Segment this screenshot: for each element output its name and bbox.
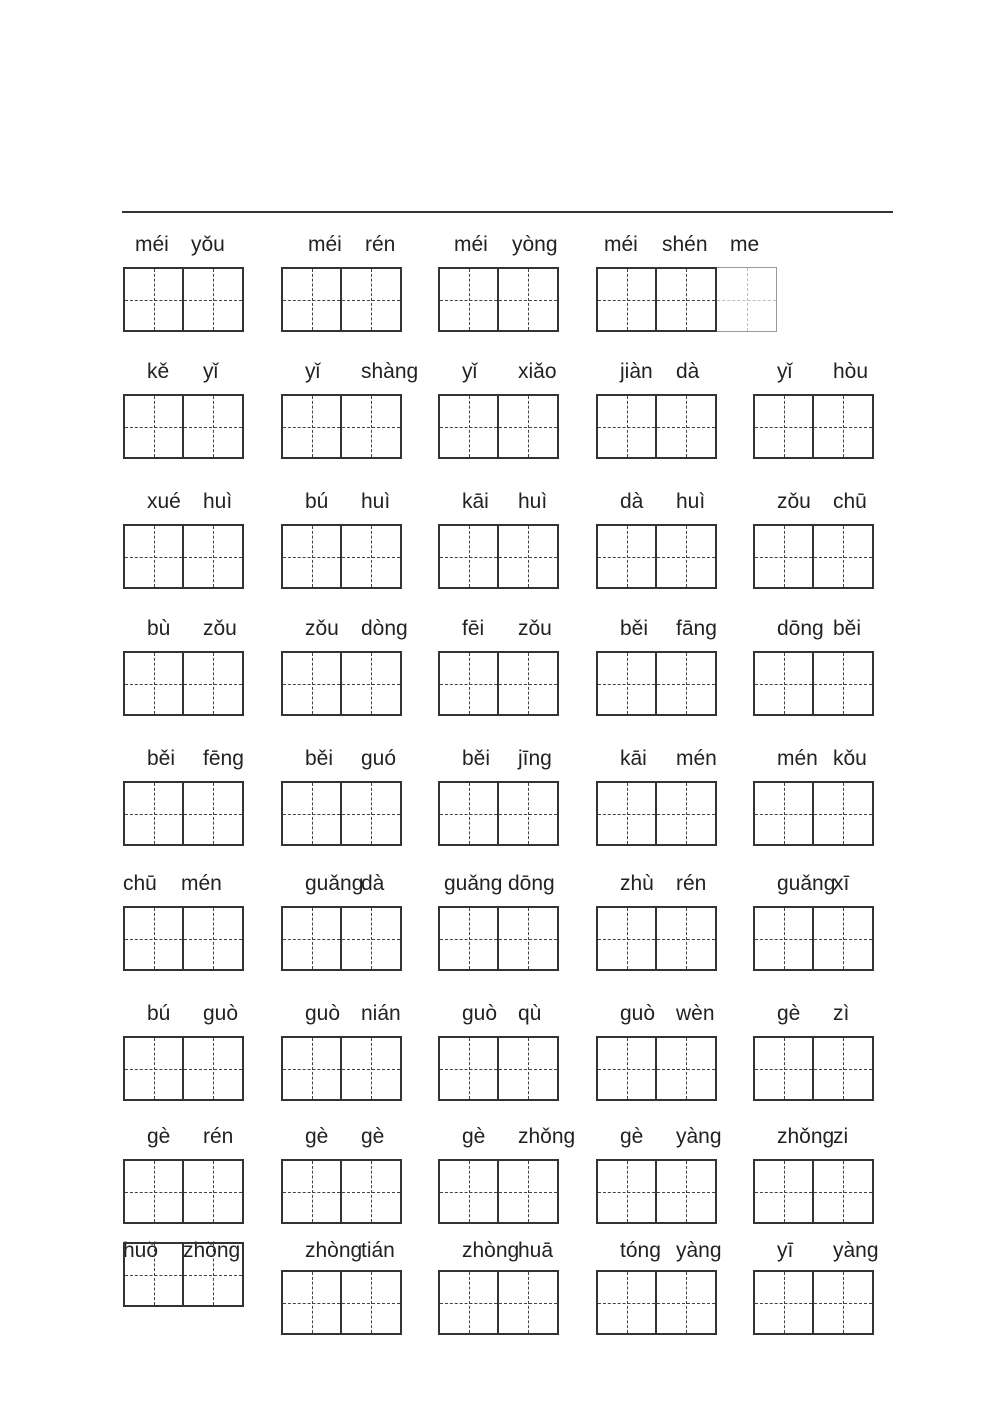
tianzige-box[interactable] [753,906,814,971]
tianzige-box[interactable] [814,524,874,589]
pinyin-syllable: zhǒng [777,1125,835,1148]
tianzige-box[interactable] [281,651,342,716]
pinyin-syllable: xī [833,872,850,895]
tianzige-box[interactable] [184,1159,244,1224]
pinyin-syllable: méi [135,233,169,256]
pinyin-syllable: jiàn [620,360,653,383]
character-boxes [281,1036,402,1101]
pinyin-syllable: zi [833,1125,849,1148]
character-boxes [281,906,402,971]
pinyin-syllable: dà [676,360,700,383]
character-boxes [281,267,402,332]
pinyin-syllable: gè [620,1125,644,1148]
pinyin-syllable: xiǎo [518,360,557,383]
character-boxes [596,781,717,846]
character-boxes [281,1159,402,1224]
pinyin-syllable: dòng [361,617,408,640]
tianzige-box[interactable] [438,524,499,589]
pinyin-syllable: méi [454,233,488,256]
tianzige-box[interactable] [184,394,244,459]
pinyin-syllable: kě [147,360,170,383]
tianzige-box[interactable] [499,1159,559,1224]
tianzige-box[interactable] [281,1036,342,1101]
character-boxes [753,1159,874,1224]
pinyin-syllable: guó [361,747,397,770]
tianzige-box[interactable] [596,267,657,332]
tianzige-box[interactable] [438,1159,499,1224]
pinyin-syllable: gè [462,1125,486,1148]
pinyin-syllable: zhǒng [518,1125,576,1148]
pinyin-syllable: tián [361,1239,395,1262]
pinyin-syllable: běi [620,617,649,640]
tianzige-box[interactable] [657,1036,717,1101]
pinyin-syllable: zhù [620,872,654,895]
pinyin-syllable: jīng [518,747,552,770]
tianzige-box[interactable] [717,267,777,332]
pinyin-syllable: běi [305,747,334,770]
tianzige-box[interactable] [814,651,874,716]
pinyin-syllable: fēng [203,747,244,770]
tianzige-box[interactable] [184,1036,244,1101]
pinyin-syllable: guò [620,1002,656,1025]
pinyin-syllable: huā [518,1239,554,1262]
tianzige-box[interactable] [184,524,244,589]
pinyin-syllable: yī [777,1239,794,1262]
character-boxes [123,651,244,716]
pinyin-syllable: me [730,233,760,256]
tianzige-box[interactable] [499,394,559,459]
tianzige-box[interactable] [499,267,559,332]
tianzige-box[interactable] [281,267,342,332]
tianzige-box[interactable] [438,651,499,716]
character-boxes [596,267,777,332]
pinyin-syllable: qù [518,1002,542,1025]
pinyin-syllable: chū [123,872,157,895]
tianzige-box[interactable] [342,1036,402,1101]
pinyin-syllable: gè [305,1125,329,1148]
character-boxes [596,524,717,589]
pinyin-syllable: dōng [777,617,824,640]
character-boxes [438,1270,559,1335]
pinyin-syllable: mén [676,747,717,770]
tianzige-box[interactable] [596,394,657,459]
character-boxes [596,906,717,971]
pinyin-syllable: yǐ [462,360,478,383]
pinyin-syllable: huì [203,490,233,513]
tianzige-box[interactable] [281,524,342,589]
tianzige-box[interactable] [438,394,499,459]
pinyin-syllable: rén [676,872,707,895]
pinyin-syllable: yòng [512,233,558,256]
tianzige-box[interactable] [438,1036,499,1101]
tianzige-box[interactable] [123,1036,184,1101]
tianzige-box[interactable] [123,781,184,846]
pinyin-syllable: bú [305,490,329,513]
pinyin-syllable: huì [361,490,391,513]
character-boxes [438,1159,559,1224]
character-boxes [123,394,244,459]
tianzige-box[interactable] [184,906,244,971]
pinyin-syllable: nián [361,1002,401,1025]
pinyin-syllable: guǎng [777,872,836,895]
tianzige-box[interactable] [438,1270,499,1335]
character-boxes [123,524,244,589]
pinyin-syllable: gè [361,1125,385,1148]
character-boxes [123,1242,244,1307]
character-boxes [281,1270,402,1335]
character-boxes [438,394,559,459]
pinyin-syllable: fāng [676,617,717,640]
pinyin-syllable: xué [147,490,181,513]
tianzige-box[interactable] [281,1270,342,1335]
pinyin-syllable: yǒu [191,233,225,256]
pinyin-syllable: gè [147,1125,171,1148]
character-boxes [753,394,874,459]
tianzige-box[interactable] [596,906,657,971]
tianzige-box[interactable] [281,1159,342,1224]
tianzige-box[interactable] [342,267,402,332]
tianzige-box[interactable] [123,651,184,716]
tianzige-box[interactable] [814,906,874,971]
pinyin-syllable: fēi [462,617,485,640]
character-boxes [753,651,874,716]
pinyin-syllable: rén [365,233,396,256]
tianzige-box[interactable] [499,1270,559,1335]
tianzige-box[interactable] [753,651,814,716]
pinyin-syllable: běi [833,617,862,640]
pinyin-syllable: yàng [676,1239,722,1262]
tianzige-box[interactable] [342,781,402,846]
tianzige-box[interactable] [499,651,559,716]
character-boxes [281,651,402,716]
character-boxes [281,394,402,459]
pinyin-syllable: huì [518,490,548,513]
tianzige-box[interactable] [499,524,559,589]
pinyin-syllable: kāi [620,747,647,770]
pinyin-syllable: bú [147,1002,171,1025]
pinyin-syllable: guò [462,1002,498,1025]
tianzige-box[interactable] [342,906,402,971]
tianzige-box[interactable] [123,1159,184,1224]
pinyin-syllable: bù [147,617,171,640]
pinyin-syllable: běi [147,747,176,770]
tianzige-box[interactable] [184,781,244,846]
pinyin-syllable: zhòng [462,1239,520,1262]
pinyin-syllable: zǒu [777,490,811,513]
tianzige-box[interactable] [657,1159,717,1224]
tianzige-box[interactable] [753,1036,814,1101]
pinyin-syllable: kāi [462,490,489,513]
pinyin-syllable: huì [676,490,706,513]
tianzige-box[interactable] [657,394,717,459]
pinyin-syllable: zǒu [305,617,339,640]
pinyin-syllable: gè [777,1002,801,1025]
tianzige-box[interactable] [342,1270,402,1335]
tianzige-box[interactable] [184,651,244,716]
tianzige-box[interactable] [123,267,184,332]
pinyin-syllable: yàng [833,1239,879,1262]
pinyin-syllable: dà [620,490,644,513]
character-boxes [438,781,559,846]
pinyin-syllable: rén [203,1125,234,1148]
pinyin-syllable: kǒu [833,747,867,770]
pinyin-syllable: shàng [361,360,419,383]
pinyin-syllable: dōng [508,872,555,895]
tianzige-box[interactable] [753,781,814,846]
character-boxes [438,651,559,716]
character-boxes [596,1159,717,1224]
tianzige-box[interactable] [123,394,184,459]
pinyin-syllable: méi [308,233,342,256]
character-boxes [281,524,402,589]
tianzige-box[interactable] [657,906,717,971]
tianzige-box[interactable] [753,524,814,589]
character-boxes [753,1270,874,1335]
tianzige-box[interactable] [657,651,717,716]
character-boxes [596,1270,717,1335]
tianzige-box[interactable] [281,781,342,846]
character-boxes [753,781,874,846]
tianzige-box[interactable] [438,781,499,846]
tianzige-box[interactable] [753,1159,814,1224]
tianzige-box[interactable] [342,524,402,589]
character-boxes [438,267,559,332]
pinyin-syllable: mén [777,747,818,770]
pinyin-syllable: guò [203,1002,239,1025]
tianzige-box[interactable] [499,1036,559,1101]
pinyin-syllable: guǎng [444,872,503,895]
character-boxes [438,524,559,589]
pinyin-syllable: chū [833,490,867,513]
character-boxes [123,781,244,846]
character-boxes [753,524,874,589]
tianzige-box[interactable] [438,906,499,971]
tianzige-box[interactable] [438,267,499,332]
tianzige-box[interactable] [596,651,657,716]
character-boxes [596,1036,717,1101]
tianzige-box[interactable] [596,1270,657,1335]
tianzige-box[interactable] [342,651,402,716]
tianzige-box[interactable] [753,394,814,459]
character-boxes [123,1159,244,1224]
pinyin-syllable: guǎng [305,872,364,895]
tianzige-box[interactable] [184,1242,244,1307]
pinyin-syllable: mén [181,872,222,895]
pinyin-syllable: dà [361,872,385,895]
tianzige-box[interactable] [499,906,559,971]
character-boxes [753,906,874,971]
character-boxes [123,906,244,971]
tianzige-box[interactable] [281,394,342,459]
tianzige-box[interactable] [657,267,717,332]
pinyin-syllable: zǒu [518,617,552,640]
tianzige-box[interactable] [123,1242,184,1307]
tianzige-box[interactable] [123,524,184,589]
pinyin-syllable: méi [604,233,638,256]
tianzige-box[interactable] [342,1159,402,1224]
pinyin-syllable: tóng [620,1239,661,1262]
pinyin-syllable: hòu [833,360,869,383]
character-boxes [123,1036,244,1101]
tianzige-box[interactable] [814,781,874,846]
pinyin-syllable: yàng [676,1125,722,1148]
tianzige-box[interactable] [184,267,244,332]
pinyin-syllable: guò [305,1002,341,1025]
character-boxes [123,267,244,332]
pinyin-syllable: zhǒng [183,1239,241,1262]
character-boxes [753,1036,874,1101]
pinyin-syllable: yǐ [305,360,321,383]
tianzige-box[interactable] [657,1270,717,1335]
pinyin-syllable: huǒ [123,1239,159,1262]
pinyin-syllable: běi [462,747,491,770]
pinyin-syllable: wèn [676,1002,715,1025]
tianzige-box[interactable] [596,1036,657,1101]
tianzige-box[interactable] [342,394,402,459]
tianzige-box[interactable] [814,1270,874,1335]
tianzige-box[interactable] [596,1159,657,1224]
tianzige-box[interactable] [753,1270,814,1335]
tianzige-box[interactable] [596,524,657,589]
character-boxes [596,651,717,716]
tianzige-box[interactable] [657,781,717,846]
pinyin-syllable: zǒu [203,617,237,640]
pinyin-syllable: yǐ [777,360,793,383]
character-boxes [438,906,559,971]
tianzige-box[interactable] [657,524,717,589]
pinyin-syllable: shén [662,233,708,256]
pinyin-syllable: yǐ [203,360,219,383]
character-boxes [438,1036,559,1101]
pinyin-syllable: zì [833,1002,850,1025]
pinyin-syllable: zhòng [305,1239,363,1262]
character-boxes [596,394,717,459]
tianzige-box[interactable] [281,906,342,971]
tianzige-box[interactable] [499,781,559,846]
tianzige-box[interactable] [814,1036,874,1101]
character-boxes [281,781,402,846]
tianzige-box[interactable] [596,781,657,846]
tianzige-box[interactable] [814,394,874,459]
tianzige-box[interactable] [814,1159,874,1224]
tianzige-box[interactable] [123,906,184,971]
